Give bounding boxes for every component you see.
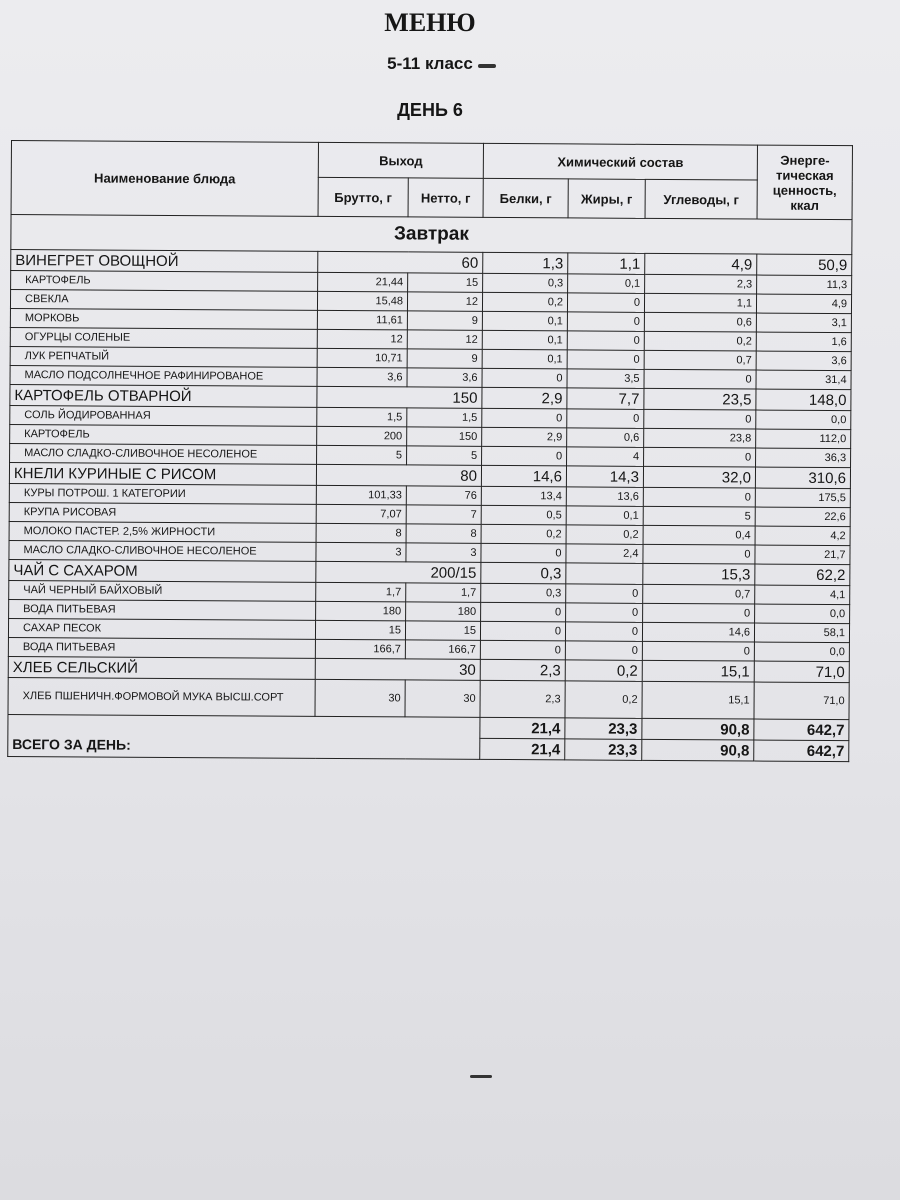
energy-value: 31,4 <box>756 370 851 390</box>
protein-value: 2,3 <box>480 680 565 718</box>
fat-value: 0,1 <box>568 274 645 293</box>
protein-value: 0 <box>482 408 567 428</box>
col-brutto-header: Брутто, г <box>318 177 408 217</box>
netto-value: 7 <box>406 505 481 524</box>
menu-document <box>7 140 853 762</box>
carbs-value: 0 <box>644 409 756 429</box>
netto-value: 3 <box>406 543 481 562</box>
fat-value <box>566 563 643 584</box>
ingredient-name: КАРТОФЕЛЬ <box>10 424 317 445</box>
protein-value: 0 <box>482 368 567 388</box>
total-carbs: 90,8 <box>642 739 754 761</box>
ingredient-name: СОЛЬ ЙОДИРОВАННАЯ <box>10 405 317 426</box>
netto-value: 1,5 <box>407 408 482 427</box>
energy-value: 71,0 <box>754 682 849 720</box>
fat-value: 0,2 <box>565 681 642 718</box>
netto-value: 166,7 <box>405 640 480 659</box>
energy-value: 4,9 <box>757 294 852 314</box>
protein-value: 0,2 <box>481 524 566 544</box>
col-energy-header: Энерге-тическая ценность, ккал <box>757 145 852 220</box>
energy-value: 0,0 <box>756 410 851 430</box>
col-fat-header: Жиры, г <box>568 179 645 218</box>
fat-value: 1,1 <box>568 253 645 274</box>
fat-value: 3,5 <box>567 369 644 388</box>
netto-value: 15 <box>405 621 480 640</box>
energy-value: 36,3 <box>756 448 851 468</box>
energy-value: 3,1 <box>756 313 851 333</box>
col-protein-header: Белки, г <box>483 178 568 218</box>
protein-value: 2,9 <box>482 387 567 409</box>
fat-value: 2,4 <box>566 544 643 563</box>
carbs-value: 14,6 <box>642 622 754 642</box>
protein-value: 0 <box>480 640 565 660</box>
output-value: 150 <box>317 386 482 408</box>
brutto-value: 180 <box>316 601 406 621</box>
energy-value: 58,1 <box>754 623 849 643</box>
protein-value: 2,9 <box>482 427 567 447</box>
dish-name: ХЛЕБ СЕЛЬСКИЙ <box>8 656 315 679</box>
ingredient-name: КРУПА РИСОВАЯ <box>9 502 316 523</box>
carbs-value: 0 <box>642 641 754 661</box>
carbs-value: 0 <box>644 369 756 389</box>
carbs-value: 0,4 <box>643 525 755 545</box>
fat-value: 13,6 <box>566 487 643 506</box>
energy-value: 0,0 <box>755 604 850 624</box>
dish-name: КАРТОФЕЛЬ ОТВАРНОЙ <box>10 384 317 407</box>
fat-value: 0 <box>567 312 644 331</box>
fat-value: 0 <box>565 641 642 660</box>
total-row <box>8 714 849 740</box>
output-value: 60 <box>318 251 483 273</box>
carbs-value: 0 <box>643 544 755 564</box>
carbs-value: 0,7 <box>643 584 755 604</box>
energy-value: 112,0 <box>756 429 851 449</box>
netto-value: 9 <box>407 311 482 330</box>
energy-value: 1,6 <box>756 332 851 352</box>
carbs-value: 0,2 <box>644 331 756 351</box>
netto-value: 30 <box>405 680 480 717</box>
protein-value: 0,1 <box>482 349 567 369</box>
carbs-value: 15,1 <box>642 660 754 682</box>
ingredient-name: МОРКОВЬ <box>10 308 317 329</box>
ingredient-name: САХАР ПЕСОК <box>8 618 315 639</box>
energy-value: 62,2 <box>755 564 850 586</box>
protein-value: 0,2 <box>482 292 567 312</box>
total-energy: 642,7 <box>754 719 849 741</box>
carbs-value: 23,5 <box>644 388 756 410</box>
brutto-value: 166,7 <box>315 639 405 659</box>
brutto-value: 1,7 <box>316 582 406 602</box>
total-fat: 23,3 <box>565 739 642 760</box>
brutto-value: 3 <box>316 542 406 562</box>
carbs-value: 0 <box>644 447 756 467</box>
output-value: 30 <box>315 658 480 680</box>
brutto-value: 21,44 <box>318 272 408 292</box>
ingredient-name: КАРТОФЕЛЬ <box>11 271 318 292</box>
ingredient-name: ЛУК РЕПЧАТЫЙ <box>10 346 317 367</box>
energy-value: 0,0 <box>754 642 849 662</box>
carbs-value: 0 <box>643 487 755 507</box>
energy-value: 21,7 <box>755 545 850 565</box>
col-carbs-header: Углеводы, г <box>645 179 757 219</box>
grade-label: 5-11 класс <box>387 54 473 73</box>
protein-value: 0,3 <box>481 562 566 584</box>
brutto-value: 1,5 <box>317 407 407 427</box>
ingredient-name: ЧАЙ ЧЕРНЫЙ БАЙХОВЫЙ <box>9 580 316 601</box>
total-carbs: 90,8 <box>642 718 754 740</box>
energy-value: 71,0 <box>754 661 849 683</box>
fat-value: 0 <box>565 622 642 641</box>
netto-value: 12 <box>407 292 482 311</box>
energy-value: 175,5 <box>755 488 850 508</box>
energy-value: 310,6 <box>755 467 850 489</box>
brutto-value: 101,33 <box>316 485 406 505</box>
carbs-value: 32,0 <box>643 466 755 488</box>
dish-name: КНЕЛИ КУРИНЫЕ С РИСОМ <box>9 462 316 485</box>
col-chem-header: Химический состав <box>483 143 757 180</box>
output-value: 80 <box>316 464 481 486</box>
output-value: 200/15 <box>316 561 481 583</box>
carbs-value: 15,3 <box>643 563 755 585</box>
ingredient-name: МОЛОКО ПАСТЕР. 2,5% ЖИРНОСТИ <box>9 521 316 542</box>
netto-value: 12 <box>407 330 482 349</box>
menu-title: МЕНЮ <box>384 8 476 37</box>
protein-value: 0,3 <box>483 273 568 293</box>
fat-value: 0 <box>567 331 644 350</box>
dish-name: ЧАЙ С САХАРОМ <box>9 559 316 582</box>
energy-value: 4,2 <box>755 526 850 546</box>
fat-value: 7,7 <box>567 388 644 409</box>
energy-value: 50,9 <box>757 254 852 276</box>
ingredient-name: ОГУРЦЫ СОЛЕНЫЕ <box>10 327 317 348</box>
brutto-value: 7,07 <box>316 504 406 524</box>
total-energy: 642,7 <box>754 740 849 762</box>
carbs-value: 0,7 <box>644 350 756 370</box>
energy-value: 4,1 <box>755 585 850 605</box>
total-protein: 21,4 <box>480 717 565 739</box>
fat-value: 0 <box>566 584 643 603</box>
netto-value: 1,7 <box>406 583 481 602</box>
brutto-value: 12 <box>317 329 407 349</box>
brutto-value: 3,6 <box>317 367 407 387</box>
protein-value: 14,6 <box>481 465 566 487</box>
fat-value: 0,2 <box>565 660 642 681</box>
protein-value: 0 <box>481 543 566 563</box>
protein-value: 0,1 <box>482 311 567 331</box>
dish-name: ВИНЕГРЕТ ОВОЩНОЙ <box>11 250 318 273</box>
netto-value: 8 <box>406 524 481 543</box>
carbs-value: 0 <box>643 603 755 623</box>
section-heading: Завтрак <box>11 215 852 255</box>
protein-value: 0,5 <box>481 505 566 525</box>
fat-value: 0,6 <box>567 428 644 447</box>
carbs-value: 23,8 <box>644 428 756 448</box>
fat-value: 0 <box>567 409 644 428</box>
col-netto-header: Нетто, г <box>408 178 483 217</box>
brutto-value: 8 <box>316 523 406 543</box>
ingredient-name: ВОДА ПИТЬЕВАЯ <box>9 599 316 620</box>
ink-smudge <box>470 1075 492 1078</box>
protein-value: 0,3 <box>481 583 566 603</box>
energy-value: 11,3 <box>757 275 852 295</box>
protein-value: 0 <box>480 621 565 641</box>
total-protein: 21,4 <box>480 738 565 760</box>
ingredient-name: МАСЛО СЛАДКО-СЛИВОЧНОЕ НЕСОЛЕНОЕ <box>9 540 316 561</box>
carbs-value: 2,3 <box>645 274 757 294</box>
fat-value: 0 <box>567 293 644 312</box>
netto-value: 9 <box>407 349 482 368</box>
carbs-value: 1,1 <box>644 293 756 313</box>
brutto-value: 200 <box>317 426 407 446</box>
fat-value: 4 <box>567 447 644 466</box>
fat-value: 0 <box>567 350 644 369</box>
protein-value: 0 <box>482 446 567 466</box>
netto-value: 3,6 <box>407 368 482 387</box>
brutto-value: 15,48 <box>317 291 407 311</box>
netto-value: 15 <box>408 273 483 292</box>
menu-table <box>7 140 853 762</box>
brutto-value: 15 <box>315 620 405 640</box>
brutto-value: 10,71 <box>317 348 407 368</box>
brutto-value: 11,61 <box>317 310 407 330</box>
netto-value: 76 <box>406 486 481 505</box>
protein-value: 0 <box>481 602 566 622</box>
netto-value: 5 <box>407 446 482 465</box>
netto-value: 180 <box>406 602 481 621</box>
total-fat: 23,3 <box>565 718 642 739</box>
protein-value: 2,3 <box>480 659 565 681</box>
protein-value: 0,1 <box>482 330 567 350</box>
ingredient-name: ХЛЕБ ПШЕНИЧН.ФОРМОВОЙ МУКА ВЫСШ.СОРТ <box>8 677 315 716</box>
ingredient-name: МАСЛО ПОДСОЛНЕЧНОЕ РАФИНИРОВАНОЕ <box>10 365 317 386</box>
ingredient-name: МАСЛО СЛАДКО-СЛИВОЧНОЕ НЕСОЛЕНОЕ <box>10 443 317 464</box>
energy-value: 3,6 <box>756 351 851 371</box>
carbs-value: 0,6 <box>644 312 756 332</box>
col-name-header: Наименование блюда <box>11 141 318 217</box>
carbs-value: 5 <box>643 506 755 526</box>
day-label: ДЕНЬ 6 <box>397 100 463 120</box>
ingredient-row <box>8 677 849 719</box>
ink-smudge <box>478 64 496 68</box>
col-output-header: Выход <box>318 142 483 178</box>
energy-value: 148,0 <box>756 389 851 411</box>
ingredient-name: КУРЫ ПОТРОШ. 1 КАТЕГОРИИ <box>9 483 316 504</box>
protein-value: 13,4 <box>481 486 566 506</box>
fat-value: 0,2 <box>566 525 643 544</box>
brutto-value: 5 <box>317 445 407 465</box>
fat-value: 0,1 <box>566 506 643 525</box>
carbs-value: 15,1 <box>642 681 754 719</box>
fat-value: 14,3 <box>566 466 643 487</box>
energy-value: 22,6 <box>755 507 850 527</box>
protein-value: 1,3 <box>483 252 568 274</box>
netto-value: 150 <box>407 427 482 446</box>
ingredient-name: ВОДА ПИТЬЕВАЯ <box>8 637 315 658</box>
fat-value: 0 <box>566 603 643 622</box>
brutto-value: 30 <box>315 679 405 717</box>
carbs-value: 4,9 <box>645 253 757 275</box>
ingredient-name: СВЕКЛА <box>10 290 317 311</box>
total-label: ВСЕГО ЗА ДЕНЬ: <box>8 714 480 759</box>
